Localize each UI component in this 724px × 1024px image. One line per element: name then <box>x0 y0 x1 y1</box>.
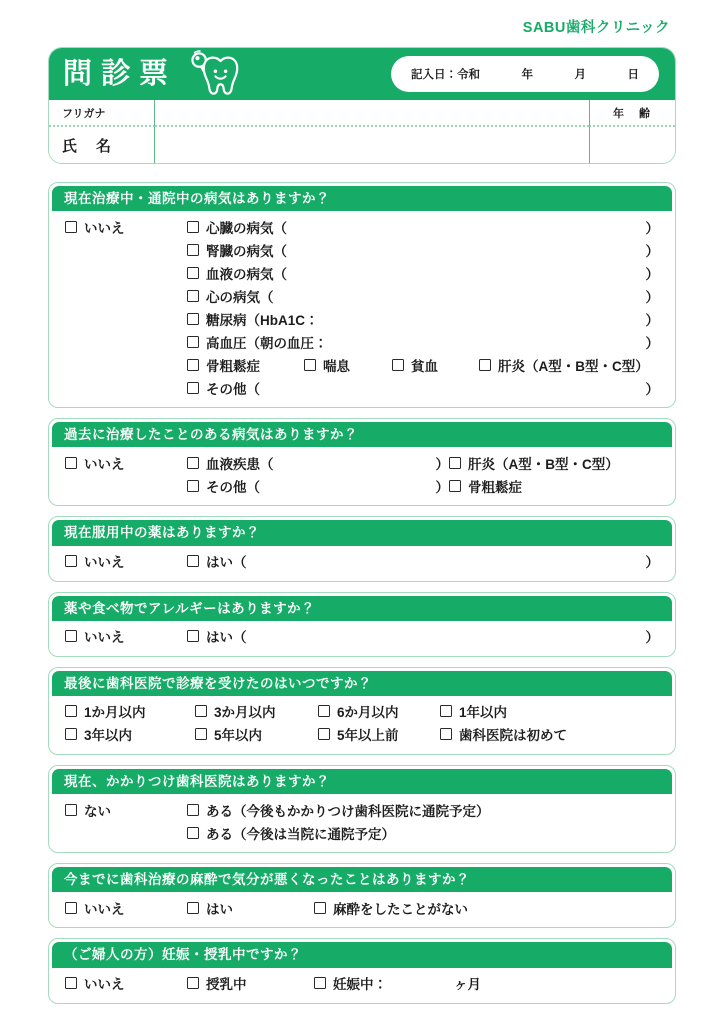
age-label: 年 齢 <box>613 107 652 120</box>
option-label: 授乳中 <box>206 977 247 992</box>
checkbox[interactable] <box>187 221 199 233</box>
option-row <box>65 330 659 353</box>
option-row <box>65 451 659 474</box>
checkbox[interactable] <box>304 359 316 371</box>
option-row <box>65 723 659 746</box>
date-month-label: 月 <box>574 69 586 81</box>
checkbox[interactable] <box>65 977 77 989</box>
close-paren: ） <box>645 220 659 236</box>
checkbox[interactable] <box>392 359 404 371</box>
checkbox[interactable] <box>187 555 199 567</box>
checkbox-option[interactable] <box>65 724 195 744</box>
checkbox-option[interactable] <box>65 800 187 820</box>
checkbox[interactable] <box>314 902 326 914</box>
option-label: ない <box>84 803 111 819</box>
option-row <box>65 353 659 376</box>
checkbox-option[interactable] <box>187 378 659 398</box>
form-header-bar <box>49 48 675 100</box>
section-body <box>52 447 672 502</box>
tooth-mascot-icon <box>183 48 245 100</box>
checkbox[interactable] <box>187 313 199 325</box>
option-label: 1か月以内 <box>84 705 146 721</box>
option-label: 肝炎（A型・B型・C型） <box>498 358 649 374</box>
close-paren: ） <box>645 312 659 328</box>
question-section <box>48 863 676 928</box>
date-field <box>391 56 659 92</box>
age-label-cell <box>589 100 675 127</box>
close-paren: ） <box>435 456 449 472</box>
checkbox[interactable] <box>195 705 207 717</box>
option-row <box>65 625 659 648</box>
checkbox-option[interactable] <box>187 286 659 306</box>
option-label: 歯科医院は初めて <box>459 728 567 744</box>
section-body <box>52 794 672 849</box>
section-title: （ご婦人の方）妊娠・授乳中ですか？ <box>52 942 672 967</box>
date-year-label: 年 <box>521 69 533 81</box>
section-title: 現在、かかりつけ歯科医院はありますか？ <box>52 769 672 794</box>
section-body <box>52 892 672 924</box>
furigana-input-area[interactable] <box>155 100 589 127</box>
option-label: ある（今後もかかりつけ歯科医院に通院予定） <box>206 803 490 819</box>
option-label: 喘息 <box>323 358 350 374</box>
section-title: 今までに歯科治療の麻酔で気分が悪くなったことはありますか？ <box>52 867 672 892</box>
close-paren: ） <box>645 266 659 282</box>
option-row <box>65 474 659 497</box>
section-title: 現在治療中・通院中の病気はありますか？ <box>52 186 672 211</box>
form-header-card <box>48 47 676 164</box>
checkbox-option[interactable] <box>187 355 304 375</box>
option-label: はい（ <box>206 555 247 571</box>
checkbox[interactable] <box>314 977 326 989</box>
name-label-cell <box>49 127 155 163</box>
option-label: いいえ <box>84 977 125 992</box>
checkbox[interactable] <box>440 705 452 717</box>
name-label: 氏 名 <box>62 137 114 155</box>
checkbox[interactable] <box>187 827 199 839</box>
option-label: 3か月以内 <box>214 705 276 721</box>
option-label: 腎臓の病気（ <box>206 243 287 259</box>
checkbox-option[interactable] <box>187 217 659 237</box>
option-label: 心臓の病気（ <box>206 220 287 236</box>
checkbox[interactable] <box>479 359 491 371</box>
checkbox-option[interactable] <box>65 701 195 721</box>
checkbox-option[interactable] <box>195 724 318 744</box>
option-row <box>65 896 659 919</box>
checkbox[interactable] <box>187 290 199 302</box>
checkbox-option[interactable] <box>187 453 449 473</box>
option-row <box>65 821 659 844</box>
checkbox[interactable] <box>187 630 199 642</box>
checkbox-option[interactable] <box>479 355 649 375</box>
section-title: 最後に歯科医院で診療を受けたのはいつですか？ <box>52 671 672 696</box>
option-label: いいえ <box>84 630 125 646</box>
section-title: 過去に治療したことのある病気はありますか？ <box>52 422 672 447</box>
checkbox-option[interactable] <box>449 453 619 473</box>
checkbox[interactable] <box>187 359 199 371</box>
checkbox[interactable] <box>187 244 199 256</box>
checkbox[interactable] <box>318 705 330 717</box>
option-row <box>65 284 659 307</box>
option-label: 3年以内 <box>84 728 133 744</box>
checkbox[interactable] <box>65 705 77 717</box>
option-label: その他（ <box>206 479 260 495</box>
close-paren: ） <box>645 630 659 646</box>
close-paren: ） <box>645 289 659 305</box>
option-row <box>65 700 659 723</box>
checkbox-option[interactable] <box>187 626 659 646</box>
date-prefix-label: 記入日：令和 <box>411 69 480 81</box>
option-label: 肝炎（A型・B型・C型） <box>468 456 619 472</box>
furigana-label: フリガナ <box>62 107 106 120</box>
option-label: はい <box>206 901 233 917</box>
close-paren: ） <box>645 335 659 351</box>
checkbox-option[interactable] <box>392 355 479 375</box>
checkbox-option[interactable] <box>65 217 187 237</box>
checkbox[interactable] <box>187 267 199 279</box>
checkbox-option[interactable] <box>65 453 187 473</box>
option-row <box>65 798 659 821</box>
option-label: いいえ <box>84 901 125 917</box>
option-label: 貧血 <box>411 358 438 374</box>
checkbox-option[interactable] <box>65 898 187 918</box>
checkbox-option[interactable] <box>187 898 314 918</box>
question-section <box>48 182 676 408</box>
checkbox[interactable] <box>318 728 330 740</box>
question-section <box>48 592 676 657</box>
option-label: 5年以内 <box>214 728 263 744</box>
date-day-label: 日 <box>627 69 639 81</box>
section-body <box>52 546 672 578</box>
question-section <box>48 418 676 506</box>
checkbox[interactable] <box>65 221 77 233</box>
checkbox[interactable] <box>195 728 207 740</box>
checkbox[interactable] <box>187 457 199 469</box>
option-label: 6か月以内 <box>337 705 399 721</box>
name-table <box>49 100 675 163</box>
checkbox[interactable] <box>65 457 77 469</box>
name-input-area[interactable] <box>155 127 589 163</box>
question-sections <box>48 182 676 1004</box>
close-paren: ） <box>435 479 449 495</box>
checkbox-option[interactable] <box>187 823 395 843</box>
checkbox-option[interactable] <box>187 476 449 496</box>
option-label: いいえ <box>84 456 125 472</box>
page-title: 問診票 <box>63 57 178 90</box>
section-title: 現在服用中の薬はありますか？ <box>52 520 672 545</box>
close-paren: ） <box>645 243 659 259</box>
option-label: 5年以上前 <box>337 728 399 744</box>
option-label: いいえ <box>84 220 125 236</box>
option-label: 1年以内 <box>459 705 508 721</box>
furigana-label-cell <box>49 100 155 127</box>
close-paren: ） <box>645 555 659 571</box>
option-label: ある（今後は当院に通院予定） <box>206 826 395 842</box>
option-label: 麻酔をしたことがない <box>333 901 468 917</box>
checkbox-option[interactable] <box>65 551 187 571</box>
checkbox-option[interactable] <box>318 701 440 721</box>
checkbox[interactable] <box>440 728 452 740</box>
checkbox-option[interactable] <box>187 332 659 352</box>
checkbox[interactable] <box>187 902 199 914</box>
option-row <box>65 238 659 261</box>
option-label: 心の病気（ <box>206 289 274 305</box>
checkbox-option[interactable] <box>314 898 468 918</box>
checkbox[interactable] <box>187 336 199 348</box>
checkbox-option[interactable] <box>440 701 507 721</box>
option-label: いいえ <box>84 555 125 571</box>
option-row <box>65 307 659 330</box>
checkbox-option[interactable] <box>187 551 659 571</box>
checkbox[interactable] <box>65 902 77 914</box>
option-row <box>65 550 659 573</box>
age-input-area[interactable] <box>589 127 675 163</box>
option-row <box>65 261 659 284</box>
checkbox-option[interactable] <box>187 240 659 260</box>
option-label: 妊娠中： <box>333 977 387 992</box>
section-title: 薬や食べ物でアレルギーはありますか？ <box>52 596 672 621</box>
checkbox-option[interactable] <box>318 724 440 744</box>
checkbox-option[interactable] <box>65 626 187 646</box>
checkbox[interactable] <box>449 457 461 469</box>
close-paren: ） <box>645 381 659 397</box>
option-label: 血液疾患（ <box>206 456 274 472</box>
option-label: 高血圧（朝の血圧： <box>206 335 328 351</box>
checkbox[interactable] <box>65 804 77 816</box>
option-label: 糖尿病（HbA1C： <box>206 312 319 328</box>
checkbox[interactable] <box>65 630 77 642</box>
checkbox-option[interactable] <box>195 701 318 721</box>
option-label: 骨粗鬆症 <box>468 479 522 495</box>
option-text <box>454 973 481 993</box>
section-body <box>52 968 672 1000</box>
option-row <box>65 376 659 399</box>
question-section <box>48 765 676 853</box>
checkbox-option[interactable] <box>187 263 659 283</box>
checkbox-option[interactable] <box>187 800 490 820</box>
option-label: ヶ月 <box>454 977 481 992</box>
option-row <box>65 972 659 995</box>
question-section <box>48 938 676 1003</box>
checkbox-option[interactable] <box>65 973 187 993</box>
checkbox-option[interactable] <box>187 309 659 329</box>
checkbox[interactable] <box>65 728 77 740</box>
checkbox[interactable] <box>187 977 199 989</box>
option-label: その他（ <box>206 381 260 397</box>
section-body <box>52 211 672 404</box>
question-section <box>48 516 676 581</box>
checkbox-option[interactable] <box>440 724 567 744</box>
checkbox-option[interactable] <box>314 973 454 993</box>
option-row <box>65 215 659 238</box>
option-label: 骨粗鬆症 <box>206 358 260 374</box>
checkbox[interactable] <box>187 480 199 492</box>
checkbox[interactable] <box>187 804 199 816</box>
checkbox-option[interactable] <box>187 973 314 993</box>
checkbox[interactable] <box>65 555 77 567</box>
option-label: はい（ <box>206 630 247 646</box>
checkbox-option[interactable] <box>304 355 392 375</box>
section-body <box>52 621 672 653</box>
checkbox[interactable] <box>449 480 461 492</box>
option-label: 血液の病気（ <box>206 266 287 282</box>
checkbox-option[interactable] <box>449 476 522 496</box>
section-body <box>52 696 672 751</box>
checkbox[interactable] <box>187 382 199 394</box>
clinic-logo: SABU歯科クリニック <box>522 20 670 36</box>
question-section <box>48 667 676 755</box>
